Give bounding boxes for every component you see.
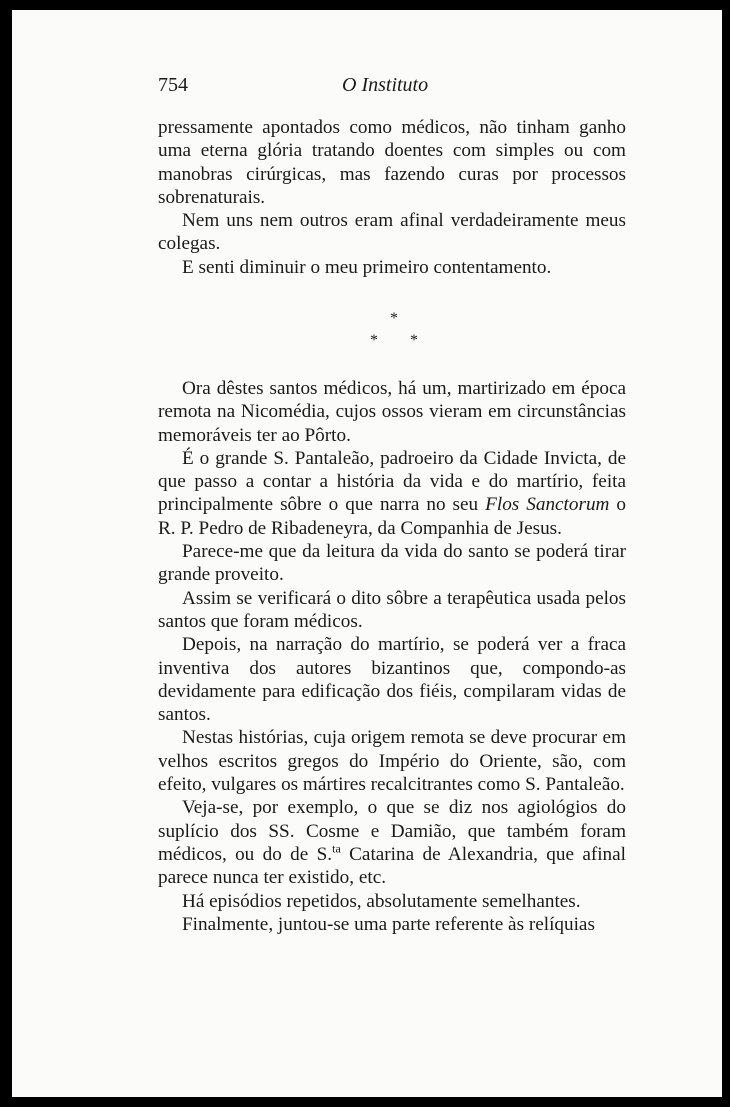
separator-star: * [410, 332, 418, 349]
book-title: Flos Sanctorum [485, 494, 610, 516]
paragraph: Parece-me que da leitura da vida do santo se poderá tirar grande proveito. [158, 541, 626, 586]
paragraph: Depois, na narração do martírio, se poderá ver a fraca inventiva dos autores bizantinos que, compondo-as devidamente para edificação dos fiéis, compilaram vidas de santos. [158, 634, 626, 726]
paragraph: Ora dêstes santos médicos, há um, martirizado em época remota na Nicomédia, cujos ossos vieram em circunstâncias memoráveis ter ao Pôrto. [158, 378, 626, 446]
paragraph: E senti diminuir o meu primeiro contentamento. [182, 256, 552, 278]
scanned-page [12, 10, 722, 1097]
section-separator [362, 310, 422, 360]
text-block-2 [158, 377, 626, 936]
paragraph-text: o R. P. Pedro de Ribadeneyra, da Companhia de Jesus. [158, 494, 627, 539]
paragraph: Assim se verificará o dito sôbre a terapêutica usada pelos santos que foram médicos. [158, 587, 626, 632]
paragraph: Nem uns nem outros eram afinal verdadeiramente meus colegas. [158, 210, 626, 255]
page-number: 754 [158, 74, 188, 96]
running-title: O Instituto [342, 74, 429, 96]
paragraph-text: Veja-se, por exemplo, o que se diz nos agiológios do suplício dos SS. Cosme e Damião, que também foram médicos, ou do de S. [158, 797, 626, 865]
paragraph-text: É o grande S. Pantaleão, padroeiro da Cidade Invicta, de que passo a contar a história da vida e do martírio, feita principalmente sôbre o que narra no seu [158, 447, 626, 516]
paragraph: Nestas histórias, cuja origem remota se deve procurar em velhos escritos gregos do Império do Oriente, são, com efeito, vulgares os mártires recalcitrantes como S. Pantaleão. [158, 727, 626, 796]
page-header [158, 74, 626, 104]
paragraph: Finalmente, juntou-se uma parte referente às relíquias [182, 913, 595, 935]
paragraph-text: Catarina de Alexandria, que afinal parece nunca ter existido, etc. [158, 843, 626, 889]
paragraph [158, 447, 626, 540]
text-block-1 [158, 116, 626, 279]
separator-star: * [390, 310, 398, 327]
paragraph: pressamente apontados como médicos, não tinham ganho uma eterna glória tratando doentes com simples ou com manobras cirúrgicas, mas fazendo curas por processos sobrenaturais. [158, 117, 626, 208]
paragraph [158, 796, 626, 889]
separator-star: * [370, 332, 378, 349]
superscript: ta [332, 841, 341, 856]
paragraph: Há episódios repetidos, absolutamente semelhantes. [182, 890, 581, 912]
